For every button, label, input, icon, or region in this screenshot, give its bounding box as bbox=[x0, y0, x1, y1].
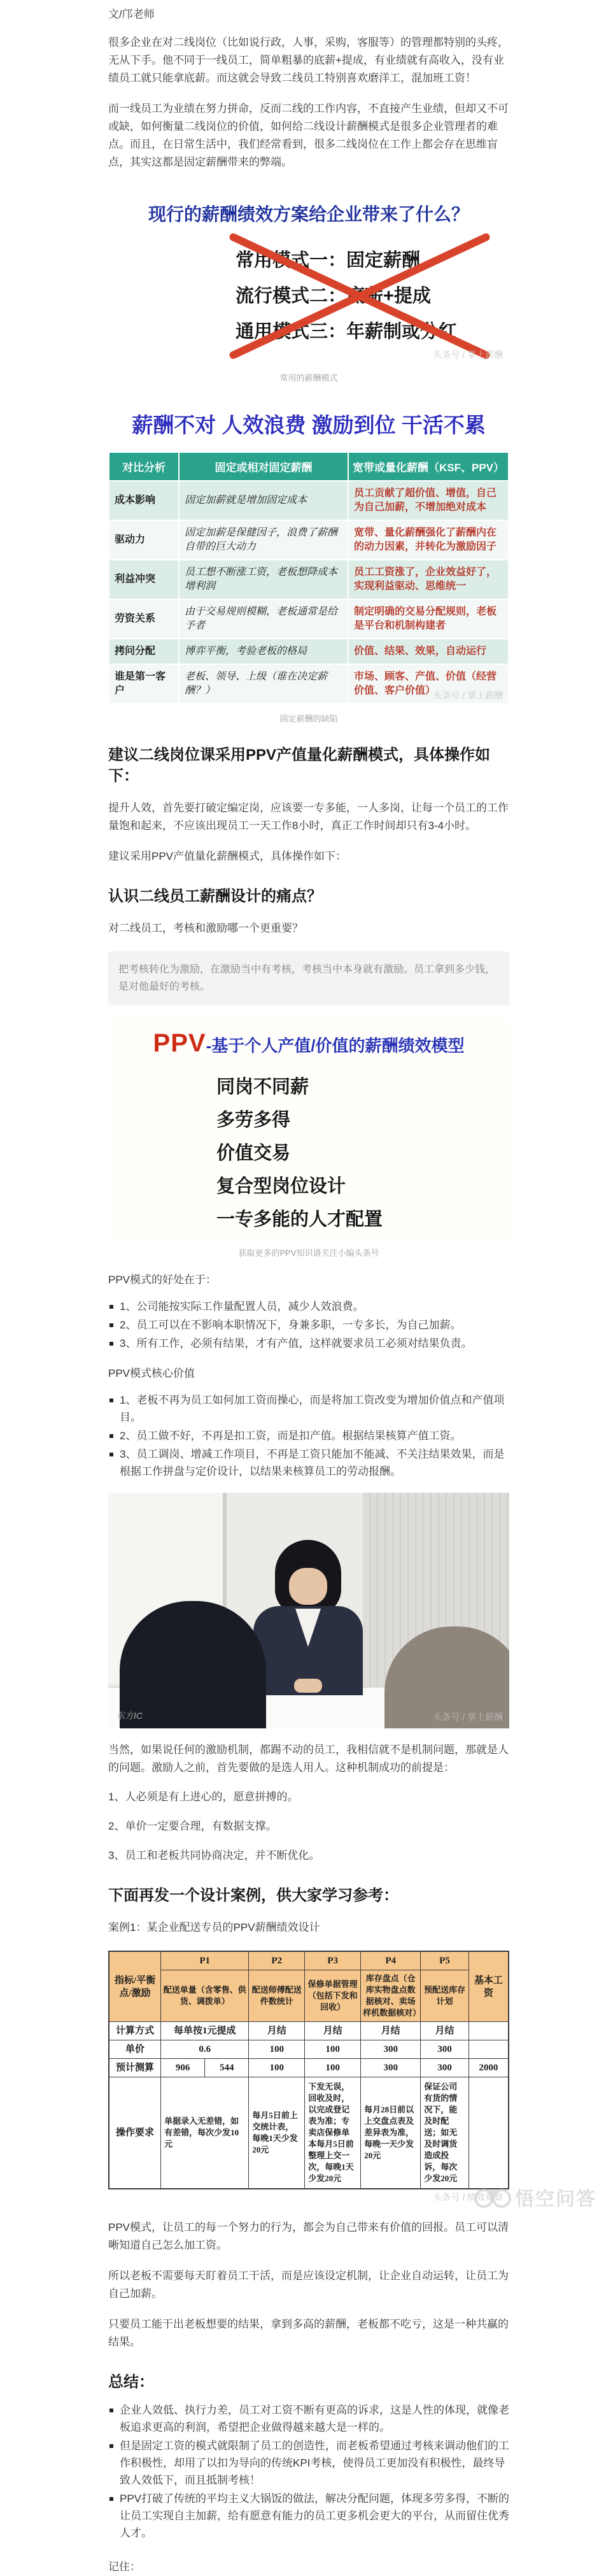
paragraph: 只要员工能干出老板想要的结果，拿到多高的薪酬，老板都不吃亏，这是一种共赢的结果。 bbox=[108, 2318, 509, 2348]
numbered-line: 3、员工和老板共同协商决定，并不断优化。 bbox=[108, 1849, 320, 1861]
table-cell: 博弈平衡，考验老板的格局 bbox=[179, 639, 348, 664]
table-cell: 100 bbox=[305, 2059, 361, 2077]
table-cell: 配送单量（含零售、供货、调拨单） bbox=[161, 1970, 249, 2022]
numbered-line: 2、单价一定要合理，有数据支撑。 bbox=[108, 1820, 277, 1832]
case-table-image[interactable] bbox=[108, 1949, 509, 2206]
table-cell: 老板、领导、上级（谁在决定薪酬？） bbox=[179, 664, 348, 704]
interview-photo[interactable] bbox=[108, 1493, 509, 1728]
paragraph: PPV模式的好处在于： bbox=[108, 1274, 217, 1286]
table-cell: 成本影响 bbox=[109, 481, 179, 520]
table-row bbox=[109, 2077, 509, 2189]
image-watermark: 头条号 / 掌上薪酬 bbox=[433, 350, 503, 360]
table-cell: 每月5日前上交统计表，每晚1天少发20元 bbox=[249, 2077, 305, 2189]
summary-list bbox=[108, 2402, 509, 2542]
quote-block: 把考核转化为激励，在激励当中有考核，考核当中本身就有激励。员工拿到多少钱，是对他最好的考核。 bbox=[108, 951, 509, 1005]
photo-agency-watermark: 东方IC bbox=[116, 1711, 143, 1721]
table-cell: 员工工资涨了，企业效益好了，实现利益驱动、思维统一 bbox=[348, 560, 509, 599]
benefits-list bbox=[108, 1298, 509, 1352]
list-item: 但是固定工资的模式就限制了员工的创造性，而老板希望通过考核来调动他们的工作积极性，却用了以扣为导向的传统KPI考核，使得员工更加没有积极性，最终导致人效低下，而且抵制考核！ bbox=[108, 2437, 509, 2489]
table-cell: 员工贡献了超价值、增值，自己为自己加薪，不增加绝对成本 bbox=[348, 481, 509, 520]
table-row bbox=[109, 2059, 509, 2077]
image-caption: 获取更多的PPV知识请关注小编头条号 bbox=[238, 1248, 379, 1258]
table-cell: 劳资关系 bbox=[109, 599, 179, 639]
table-cell: 库存盘点（仓库实物盘点数据核对、卖场样机数据核对） bbox=[361, 1970, 421, 2022]
table-row bbox=[109, 1970, 509, 2022]
wukong-watermark-text: 悟空问答 bbox=[515, 2189, 596, 2210]
table-cell: 市场、顾客、产值、价值（经营价值、客户价值） bbox=[348, 664, 509, 704]
image-caption: 固定薪酬的缺陷 bbox=[279, 714, 338, 723]
table-header-cell: P3 bbox=[305, 1951, 361, 1970]
table-cell: 保证公司有货的情况下，能及时配送；如无及时调货造成投诉，每次少发20元 bbox=[421, 2077, 469, 2189]
section-heading: 下面再发一个设计案例，供大家学习参考： bbox=[108, 1887, 398, 1904]
table-header-cell: P1 bbox=[161, 1951, 249, 1970]
photo-candidate-face bbox=[289, 1568, 327, 1605]
table-cell: 配送师傅配送件数统计 bbox=[249, 1970, 305, 2022]
table-row bbox=[109, 639, 509, 664]
salary-mode-line: 通用模式三：年薪制或分红 bbox=[236, 322, 458, 342]
list-item: 2、员工可以在不影响本职情况下，身兼多职，一专多长，为自己加薪。 bbox=[108, 1316, 509, 1334]
ppv-principle-line: 多劳多得 bbox=[216, 1110, 291, 1130]
image-caption: 常用的薪酬模式 bbox=[279, 373, 338, 383]
wukong-watermark bbox=[474, 2183, 596, 2211]
table-cell: 300 bbox=[421, 2040, 469, 2059]
table-cell bbox=[469, 2077, 509, 2189]
table-cell: 月结 bbox=[361, 2022, 421, 2040]
table-header-cell: P5 bbox=[421, 1951, 469, 1970]
paragraph: 记住： bbox=[108, 2561, 141, 2573]
salary-mode-line: 常用模式一：固定薪酬 bbox=[236, 250, 421, 271]
table-cell: 月结 bbox=[421, 2022, 469, 2040]
table-cell: 0.6 bbox=[161, 2040, 249, 2059]
paragraph: 对二线员工，考核和激励哪一个更重要？ bbox=[108, 922, 303, 934]
table-corner-cell: 指标/平衡点/激励 bbox=[109, 1951, 161, 2022]
table-cell: 每月28日前以上交盘点表及差异表为准，每晚一天少发20元 bbox=[361, 2077, 421, 2189]
paragraph: 案例1：某企业配送专员的PPV薪酬绩效设计 bbox=[108, 1921, 320, 1933]
numbered-line: 1、人必须是有上进心的，愿意拼搏的。 bbox=[108, 1791, 299, 1803]
table-cell: 100 bbox=[305, 2040, 361, 2059]
table-cell bbox=[469, 2040, 509, 2059]
table-cell: 操作要求 bbox=[109, 2077, 161, 2189]
table-cell: 固定加薪就是增加固定成本 bbox=[179, 481, 348, 520]
table-cell: 由于交易规则模糊，老板通常是给予者 bbox=[179, 599, 348, 639]
figure-title: 现行的薪酬绩效方案给企业带来了什么？ bbox=[148, 204, 469, 224]
table-cell: 906 bbox=[161, 2059, 205, 2077]
table-cell: 拷问分配 bbox=[109, 639, 179, 664]
table-header-cell: 对比分析 bbox=[109, 452, 179, 481]
figure-title bbox=[108, 1029, 509, 1058]
section-heading: 总结： bbox=[108, 2373, 154, 2391]
table-header-cell: 宽带或量化薪酬（KSF、PPV） bbox=[348, 452, 509, 481]
table-cell: 员工想不断涨工资，老板想降成本增利润 bbox=[179, 560, 348, 599]
table-cell: 300 bbox=[361, 2040, 421, 2059]
list-item: 2、员工做不好，不再是扣工资，而是扣产值。根据结果核算产值工资。 bbox=[108, 1427, 509, 1444]
table-row bbox=[109, 2040, 509, 2059]
table-row bbox=[109, 2022, 509, 2040]
table-cell: 制定明确的交易分配规则，老板是平台和机制构建者 bbox=[348, 599, 509, 639]
table-cell: 100 bbox=[249, 2040, 305, 2059]
core-value-list bbox=[108, 1391, 509, 1480]
list-item: 1、公司能按实际工作量配置人员，减少人效浪费。 bbox=[108, 1298, 509, 1315]
table-cell: 价值、结果、效果，自动运行 bbox=[348, 639, 509, 664]
table-header-row bbox=[109, 452, 509, 481]
section-heading: 建议二线岗位课采用PPV产值量化薪酬模式，具体操作如下： bbox=[108, 746, 491, 785]
table-cell: 宽带、量化薪酬强化了薪酬内在的动力因素，并转化为激励因子 bbox=[348, 520, 509, 560]
table-cell: 2000 bbox=[469, 2059, 509, 2077]
section-heading: 认识二线员工薪酬设计的痛点？ bbox=[108, 888, 322, 905]
table-cell: 谁是第一客户 bbox=[109, 664, 179, 704]
list-item: 3、员工调岗、增减工作项目，不再是工资只能加不能减、不关注结果效果，而是根据工作拼盘与定价设计，以结果来核算员工的劳动报酬。 bbox=[108, 1446, 509, 1480]
image-watermark: 头条号 / 掌上薪酬 bbox=[433, 1712, 503, 1722]
ppv-principle-line: 同岗不同薪 bbox=[216, 1077, 309, 1097]
table-cell: 544 bbox=[205, 2059, 249, 2077]
table-cell: 100 bbox=[249, 2059, 305, 2077]
paragraph: 建议采用PPV产值量化薪酬模式，具体操作如下： bbox=[108, 850, 347, 862]
table-cell bbox=[469, 2022, 509, 2040]
wukong-glasses-icon bbox=[474, 2189, 511, 2205]
table-cell: 300 bbox=[361, 2059, 421, 2077]
paragraph: 而一线员工为业绩在努力拼命，反而二线的工作内容，不直接产生业绩，但却又不可或缺，如何衡量二线岗位的价值，如何给二线设计薪酬模式是很多企业管理者的难点。而且，在日常生活中，我们经常看到，很多二线岗位在工作上都会存在思维盲点，其实这都是固定薪酬带来的弊端。 bbox=[108, 103, 509, 168]
ppv-principle-line: 一专多能的人才配置 bbox=[216, 1209, 383, 1230]
table-cell: 预计测算 bbox=[109, 2059, 161, 2077]
ppv-label: PPV bbox=[153, 1029, 206, 1057]
list-item: PPV打破了传统的平均主义大锅饭的做法，解决分配问题，体现多劳多得，不断的让员工实现自主加薪，给有愿意有能力的员工更多机会更大的平台，从而留住优秀人才。 bbox=[108, 2490, 509, 2542]
table-cell: 月结 bbox=[249, 2022, 305, 2040]
image-watermark: 头条号 / 绩效观察 bbox=[433, 2192, 503, 2202]
table-row bbox=[109, 560, 509, 599]
table-row bbox=[109, 481, 509, 520]
ppv-principle-line: 复合型岗位设计 bbox=[216, 1176, 346, 1197]
ppv-subtitle: -基于个人产值/价值的薪酬绩效模型 bbox=[206, 1036, 465, 1055]
salary-mode-line: 流行模式二：底薪+提成 bbox=[236, 286, 431, 306]
table-header-cell: P2 bbox=[249, 1951, 305, 1970]
list-item: 企业人效低、执行力差，员工对工资不断有更高的诉求，这是人性的体现，就像老板追求更高的利润，希望把企业做得越来越大是一样的。 bbox=[108, 2402, 509, 2436]
table-cell: 预配送库存计划 bbox=[421, 1970, 469, 2022]
table-header-cell: 基本工资 bbox=[469, 1951, 509, 2022]
ppv-model-image[interactable] bbox=[108, 1018, 509, 1241]
table-header-cell: 固定或相对固定薪酬 bbox=[179, 452, 348, 481]
table-cell: 月结 bbox=[305, 2022, 361, 2040]
table-cell: 300 bbox=[421, 2059, 469, 2077]
table-cell: 保修单据管理（包括下发和回收） bbox=[305, 1970, 361, 2022]
table-row bbox=[109, 520, 509, 560]
list-item: 3、所有工作，必须有结果，才有产值，这样就要求员工必须对结果负责。 bbox=[108, 1335, 509, 1352]
photo-candidate-hands bbox=[294, 1679, 322, 1693]
table-cell: 每单按1元提成 bbox=[161, 2022, 249, 2040]
table-header-cell: P4 bbox=[361, 1951, 421, 1970]
list-item: 1、老板不再为员工如何加工资而操心，而是将加工资改变为增加价值点和产值项目。 bbox=[108, 1391, 509, 1426]
table-cell: 驱动力 bbox=[109, 520, 179, 560]
ppv-case-table bbox=[108, 1951, 509, 2189]
byline: 文/邝老师 bbox=[108, 8, 155, 20]
article-content bbox=[108, 0, 509, 2576]
table-cell: 计算方式 bbox=[109, 2022, 161, 2040]
ppv-principle-line: 价值交易 bbox=[216, 1143, 291, 1163]
comparison-table bbox=[108, 452, 509, 704]
paragraph: 很多企业在对二线岗位（比如说行政，人事，采购，客服等）的管理都特别的头疼，无从下手。他不同于一线员工，简单粗暴的底薪+提成，有业绩就有高收入，没有业绩员工就只能拿底薪。而这就会导致二线员工特别喜欢磨洋工，混加班工资！ bbox=[108, 36, 509, 84]
table-cell: 单价 bbox=[109, 2040, 161, 2059]
figure-title: 薪酬不对 人效浪费 激励到位 干活不累 bbox=[132, 413, 486, 437]
paragraph: 所以老板不需要每天盯着员工干活，而是应该设定机制，让企业自动运转，让员工为自己加薪。 bbox=[108, 2270, 509, 2300]
paragraph: PPV模式核心价值 bbox=[108, 1367, 195, 1379]
table-header-row bbox=[109, 1951, 509, 1970]
salary-modes-list bbox=[236, 243, 457, 350]
table-cell: 下发无误，回收及时，以完成登记表为准；专卖店保修单本每月5日前整理上交一次，每晚1天少发20元 bbox=[305, 2077, 361, 2189]
table-row bbox=[109, 599, 509, 639]
ppv-principles-list bbox=[216, 1071, 509, 1236]
table-cell: 利益冲突 bbox=[109, 560, 179, 599]
comparison-table-image[interactable] bbox=[108, 396, 509, 707]
paragraph: 当然，如果说任何的激励机制，都踢不动的员工，我相信就不是机制问题，那就是人的问题。激励人之前，首先要做的是选人用人。这种机制成功的前提是： bbox=[108, 1744, 509, 1774]
salary-modes-image[interactable] bbox=[108, 184, 509, 366]
paragraph: 提升人效，首先要打破定编定岗，应该要一专多能，一人多岗，让每一个员工的工作量饱和起来，不应该出现员工一天工作8小时，真正工作时间却只有3-4小时。 bbox=[108, 802, 509, 832]
paragraph: PPV模式，让员工的每一个努力的行为，都会为自己带来有价值的回报。员工可以清晰知道自己怎么加工资。 bbox=[108, 2221, 509, 2251]
image-watermark: 头条号 / 掌上薪酬 bbox=[433, 690, 503, 701]
table-cell: 固定加薪是保健因子，浪费了薪酬自带的巨大动力 bbox=[179, 520, 348, 560]
table-cell: 单据录入无差错，如有差错，每次少发10元 bbox=[161, 2077, 249, 2189]
